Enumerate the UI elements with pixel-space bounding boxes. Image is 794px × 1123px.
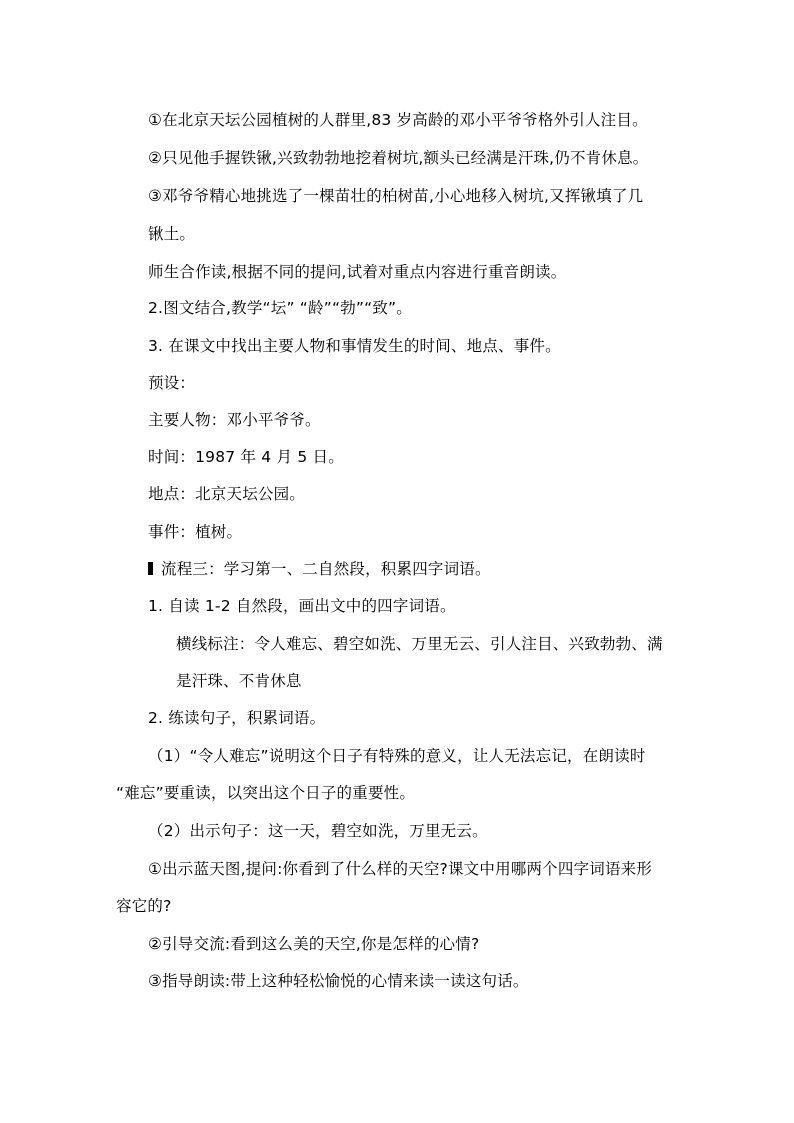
text-line: 容它的? <box>116 897 172 915</box>
text-line: ①出示蓝天图,提问:你看到了什么样的天空?课文中用哪两个四字词语来形 <box>148 860 653 878</box>
text-line: 事件：植树。 <box>148 523 243 541</box>
text-line: （1）“令人难忘”说明这个日子有特殊的意义，让人无法忘记，在朗读时 <box>148 747 646 765</box>
text-line: 1. 自读 1-2 自然段，画出文中的四字词语。 <box>148 597 456 615</box>
text-line: ②引导交流:看到这么美的天空,你是怎样的心情? <box>148 935 480 953</box>
text-line: 2. 练读句子，积累词语。 <box>148 709 326 727</box>
text-line: 主要人物：邓小平爷爷。 <box>148 411 321 429</box>
text-line: 横线标注：令人难忘、碧空如洗、万里无云、引人注目、兴致勃勃、满 <box>176 635 663 653</box>
text-line: 3. 在课文中找出主要人物和事情发生的时间、地点、事件。 <box>148 337 561 355</box>
text-line: 预设： <box>148 374 196 392</box>
section-heading-text: 流程三：学习第一、二自然段，积累四字词语。 <box>161 560 491 578</box>
text-line: ①在北京天坛公园植树的人群里,83 岁高龄的邓小平爷爷格外引人注目。 <box>148 111 648 129</box>
text-line: 地点：北京天坛公园。 <box>148 485 306 503</box>
text-line: 是汗珠、不肯休息 <box>176 672 302 690</box>
text-line: “难忘”要重读，以突出这个日子的重要性。 <box>116 784 416 802</box>
text-line: 师生合作读,根据不同的提问,试着对重点内容进行重音朗读。 <box>148 263 567 281</box>
text-line: 锹土。 <box>148 225 196 243</box>
text-line: （2）出示句子：这一天，碧空如洗，万里无云。 <box>148 822 488 840</box>
section-heading <box>148 559 491 579</box>
heading-marker <box>148 562 153 575</box>
text-line: ③指导朗读:带上这种轻松愉悦的心情来读一读这句话。 <box>148 972 529 990</box>
text-line: ②只见他手握铁锹,兴致勃勃地挖着树坑,额头已经满是汗珠,仍不肯休息。 <box>148 149 649 167</box>
text-line: ③邓爷爷精心地挑选了一棵苗壮的柏树苗,小心地移入树坑,又挥锹填了几 <box>148 187 644 205</box>
text-line: 时间：1987 年 4 月 5 日。 <box>148 448 344 466</box>
text-line: 2.图文结合,教学“坛” “龄”“勃”“致”。 <box>148 299 412 317</box>
